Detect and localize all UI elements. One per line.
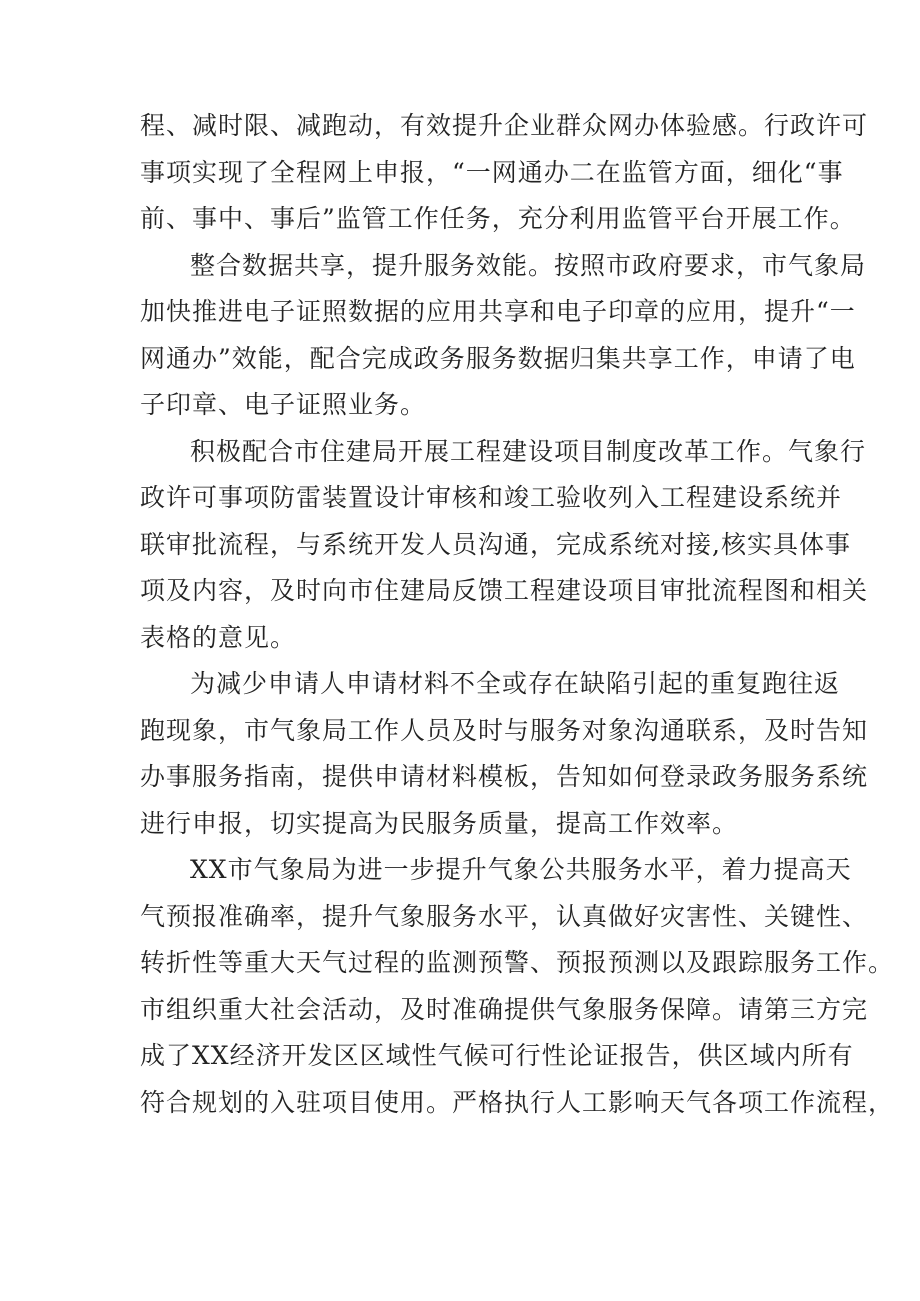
text-line: 程、减时限、减跑动，有效提升企业群众网办体验感。行政许可 <box>140 111 869 140</box>
text-line: 政许可事项防雷装置设计审核和竣工验收列入工程建设系统并 <box>140 483 843 512</box>
text-line: 事项实现了全程网上申报，“一网通办二在监管方面，细化“事 <box>140 157 844 187</box>
paragraph-continuation <box>140 103 869 243</box>
paragraph-construction-reform <box>140 429 869 662</box>
text-line: 网通办”效能，配合完成政务服务数据归集共享工作，申请了电 <box>140 343 856 373</box>
text-line: 符合规划的入驻项目使用。严格执行人工影响天气各项工作流程， <box>140 1087 895 1117</box>
text-line: 整合数据共享，提升服务效能。按照市政府要求，市气象局 <box>190 250 867 280</box>
text-line: 表格的意见。 <box>140 622 297 652</box>
text-line: 跑现象，市气象局工作人员及时与服务对象沟通联系，及时告知 <box>140 715 869 745</box>
document-body <box>140 103 895 1126</box>
text-line: 进行申报，切实提高为民服务质量，提高工作效率。 <box>140 808 739 838</box>
paragraph-public-service <box>140 847 895 1126</box>
paragraph-data-sharing <box>140 243 867 429</box>
text-line: 转折性等重大天气过程的监测预警、预报预测以及跟踪服务工作。 <box>140 948 895 977</box>
text-line: 积极配合市住建局开展工程建设项目制度改革工作。气象行 <box>190 436 867 466</box>
text-line: 联审批流程，与系统开发人员沟通，完成系统对接,核实具体事 <box>140 529 851 559</box>
text-line: 成了XX经济开发区区域性气候可行性论证报告，供区域内所有 <box>140 1041 854 1070</box>
text-line: XX市气象局为进一步提升气象公共服务水平，着力提高天 <box>190 855 852 884</box>
text-line: 气预报准确率，提升气象服务水平，认真做好灾害性、关键性、 <box>140 901 869 931</box>
text-line: 项及内容，及时向市住建局反馈工程建设项目审批流程图和相关 <box>140 576 869 605</box>
text-line: 前、事中、事后”监管工作任务，充分利用监管平台开展工作。 <box>140 204 856 233</box>
text-line: 加快推进电子证照数据的应用共享和电子印章的应用，提升“一 <box>140 297 856 326</box>
text-line: 为减少申请人申请材料不全或存在缺陷引起的重复跑往返 <box>190 669 841 698</box>
text-line: 办事服务指南，提供申请材料模板，告知如何登录政务服务系统 <box>140 762 869 791</box>
paragraph-reduce-trips <box>140 661 869 847</box>
text-line: 市组织重大社会活动，及时准确提供气象服务保障。请第三方完 <box>140 994 869 1024</box>
text-line: 子印章、电子证照业务。 <box>140 390 427 419</box>
